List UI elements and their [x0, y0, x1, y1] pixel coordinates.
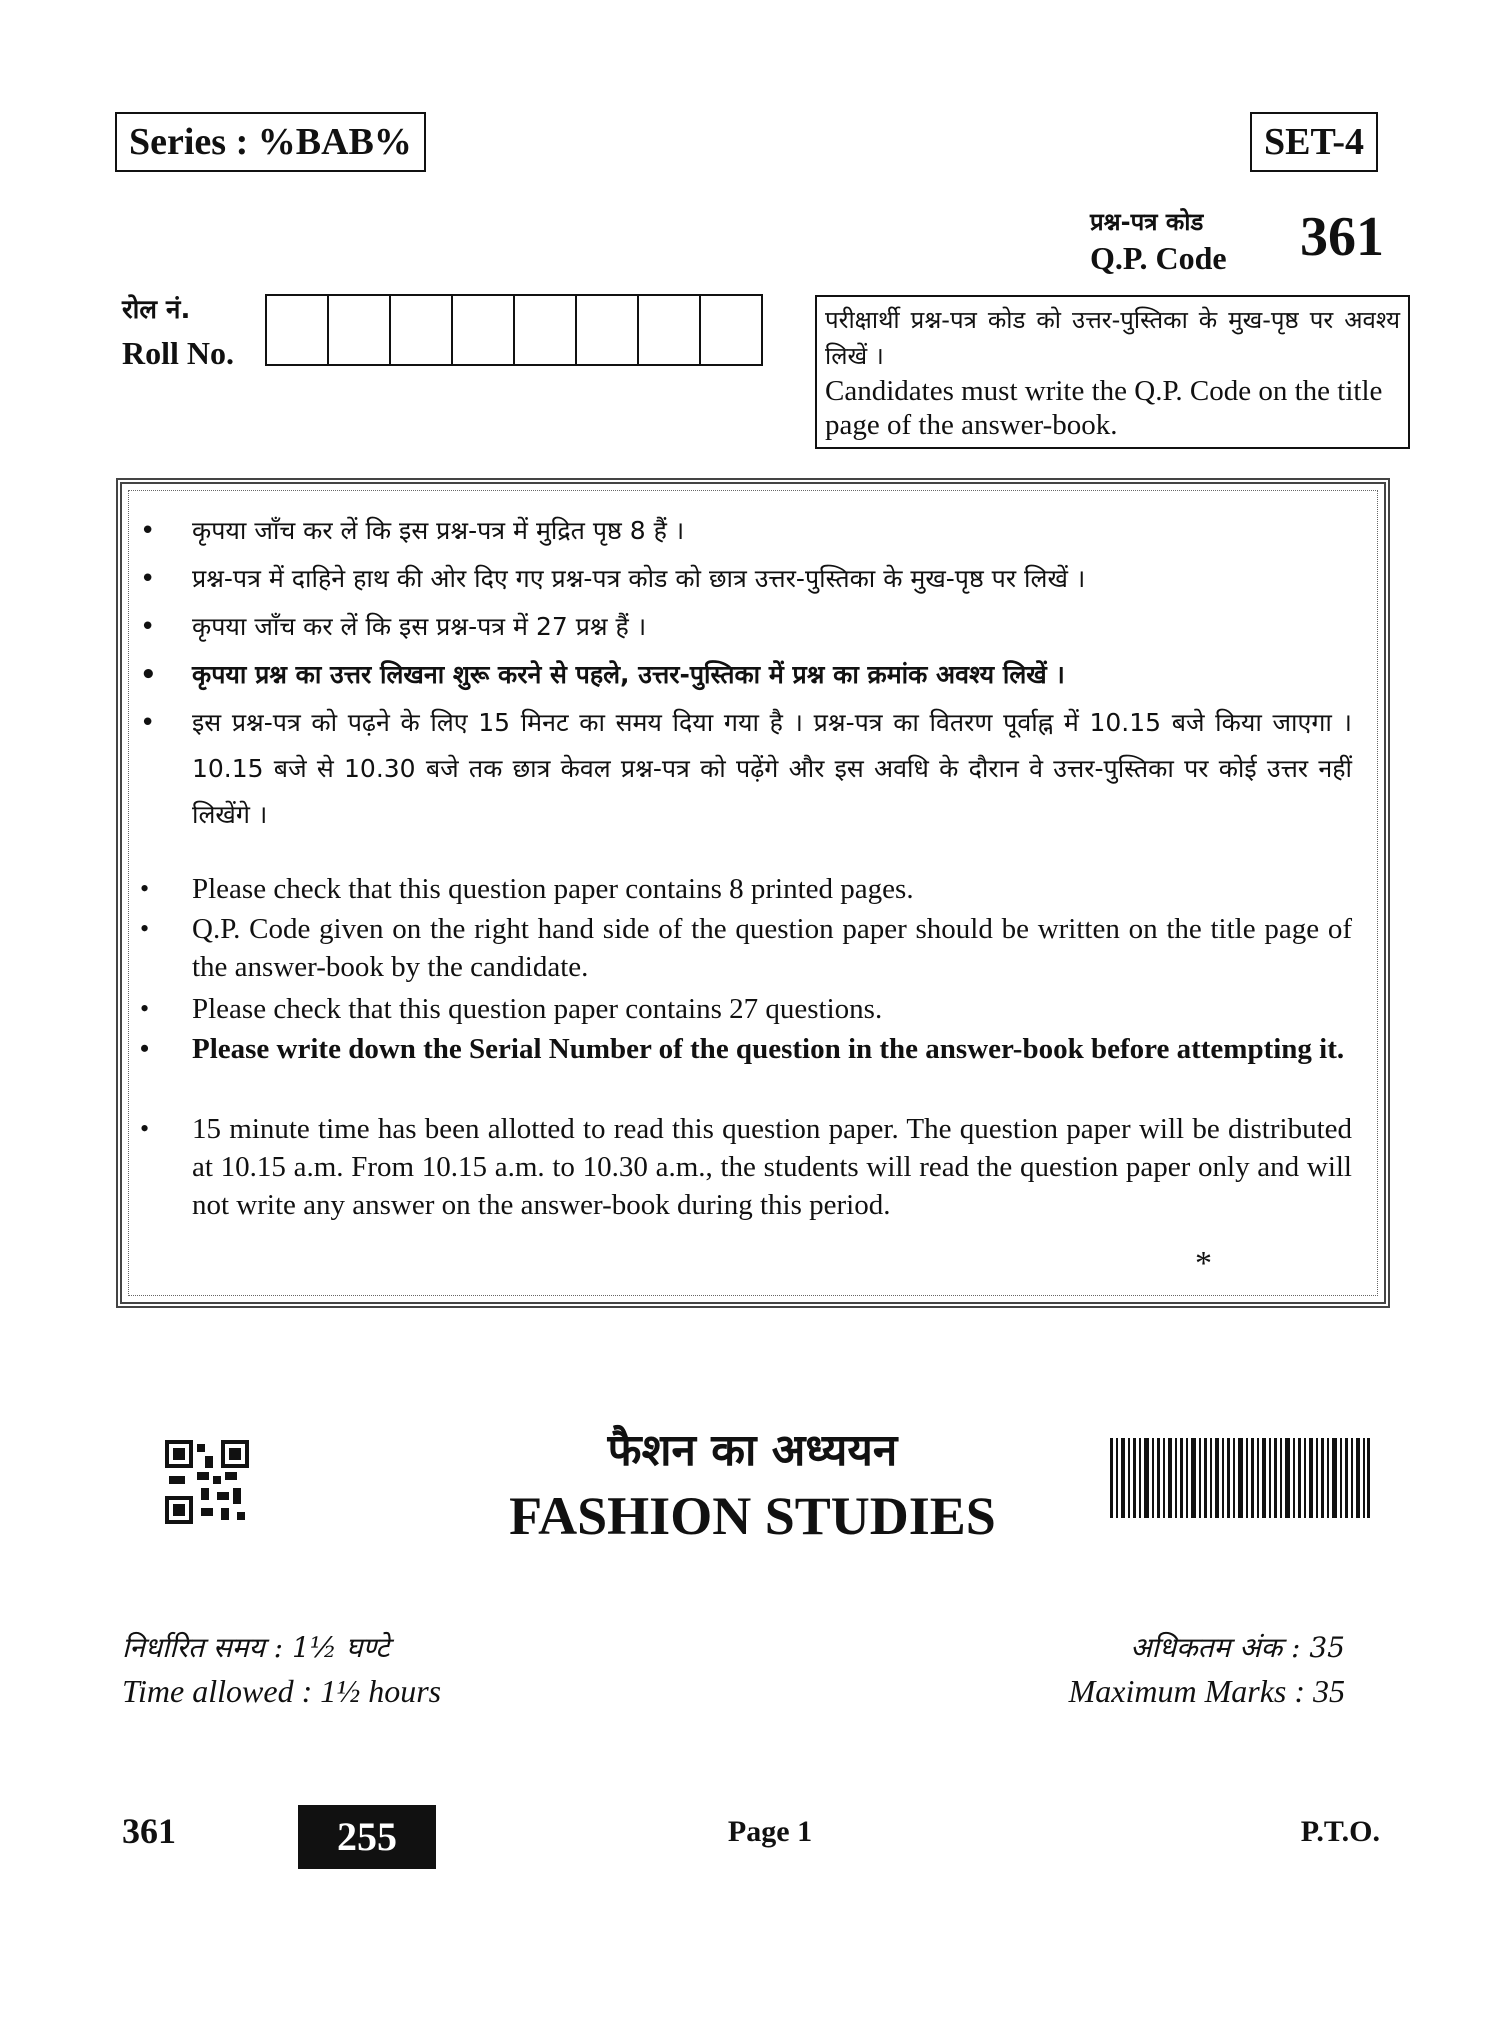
roll-number-cell[interactable]: [577, 296, 639, 364]
instruction-english-1: • Please check that this question paper contains 8 printed pages.: [152, 870, 1352, 908]
subject-title-hindi: फैशन का अध्ययन: [607, 1425, 898, 1476]
qp-code-notice: [815, 295, 1410, 449]
bullet: •: [140, 612, 156, 642]
instruction-hindi-2: • प्रश्न-पत्र में दाहिने हाथ की ओर दिए गए प्रश्न-पत्र कोड को छात्र उत्तर-पुस्तिका के मुख-पृष्ठ पर लिखें ।: [152, 556, 1352, 602]
qp-code-label: Q.P. Code: [1090, 240, 1227, 276]
bullet: •: [140, 874, 150, 903]
bullet: •: [140, 516, 156, 546]
pto-label: P.T.O.: [1300, 1815, 1380, 1848]
instruction-hindi-1: • कृपया जाँच कर लें कि इस प्रश्न-पत्र में मुद्रित पृष्ठ 8 हैं ।: [152, 508, 1352, 554]
time-allowed: Time allowed : 1½ hours: [122, 1673, 442, 1709]
instruction-hindi-4: • कृपया प्रश्न का उत्तर लिखना शुरू करने से पहले, उत्तर-पुस्तिका में प्रश्न का क्रमांक अवश्य लिखें ।: [152, 652, 1352, 698]
roll-number-cell[interactable]: [515, 296, 577, 364]
max-marks-hindi: अधिकतम अंक : 35: [1130, 1631, 1345, 1664]
notice-english: Candidates must write the Q.P. Code on the title page of the answer-book.: [825, 375, 1383, 441]
instructions-box: [116, 478, 1390, 1308]
roll-number-cell[interactable]: [267, 296, 329, 364]
notice-hindi: परीक्षार्थी प्रश्न-पत्र कोड को उत्तर-पुस्तिका के मुख-पृष्ठ पर अवश्य लिखें ।: [825, 306, 1400, 370]
qp-code-label-hindi: प्रश्न-पत्र कोड: [1090, 208, 1204, 236]
roll-label-hindi: रोल नं.: [122, 295, 191, 325]
qp-code-number: 361: [1300, 206, 1384, 268]
roll-number-cell[interactable]: [391, 296, 453, 364]
asterisk-mark: *: [1195, 1245, 1212, 1282]
instruction-hindi-5: • इस प्रश्न-पत्र को पढ़ने के लिए 15 मिनट का समय दिया गया है । प्रश्न-पत्र का वितरण पूर्वाह्न में 10.15 बजे किया जाएगा । 10.15 बजे से 10.30 बजे तक छात्र केवल प्रश्न-पत्र को पढ़ेंगे और इस अवधि के दौरान वे उत्तर-पुस्तिका पर कोई उत्तर नहीं लिखेंगे ।: [152, 700, 1352, 838]
instruction-hindi-3: • कृपया जाँच कर लें कि इस प्रश्न-पत्र में 27 प्रश्न हैं ।: [152, 604, 1352, 650]
instruction-english-5: • 15 minute time has been allotted to read this question paper. The question paper will be distributed at 10.15 a.m. From 10.15 a.m. to 10.30 a.m., the students will read the question paper only and will not write any answer on the answer-book during this period.: [152, 1110, 1352, 1224]
roll-number-cell[interactable]: [639, 296, 701, 364]
instruction-english-3: • Please check that this question paper contains 27 questions.: [152, 990, 1352, 1028]
roll-number-boxes[interactable]: [265, 294, 763, 366]
roll-number-cell[interactable]: [701, 296, 763, 364]
time-allowed-hindi: निर्धारित समय : 1½ घण्टे: [122, 1631, 390, 1664]
instruction-english-4: • Please write down the Serial Number of the question in the answer-book before attempting it.: [152, 1030, 1352, 1068]
bullet: •: [140, 1034, 150, 1063]
page-number: Page 1: [727, 1815, 813, 1848]
instruction-english-2: • Q.P. Code given on the right hand side of the question paper should be written on the title page of the answer-book by the candidate.: [152, 910, 1352, 986]
series-label: Series : %BAB%: [115, 112, 426, 172]
bullet: •: [140, 914, 150, 943]
bullet: •: [140, 994, 150, 1023]
max-marks: Maximum Marks : 35: [1068, 1673, 1345, 1709]
bullet: •: [140, 708, 156, 738]
bullet: •: [140, 1114, 150, 1143]
subject-title: FASHION STUDIES: [509, 1486, 996, 1546]
roll-label: Roll No.: [122, 335, 234, 371]
roll-number-cell[interactable]: [329, 296, 391, 364]
bullet: •: [140, 660, 157, 690]
footer-serial-badge: 255: [298, 1805, 436, 1869]
set-label: SET-4: [1250, 112, 1378, 172]
footer-qp-code: 361: [122, 1811, 176, 1851]
bullet: •: [140, 564, 156, 594]
roll-number-cell[interactable]: [453, 296, 515, 364]
